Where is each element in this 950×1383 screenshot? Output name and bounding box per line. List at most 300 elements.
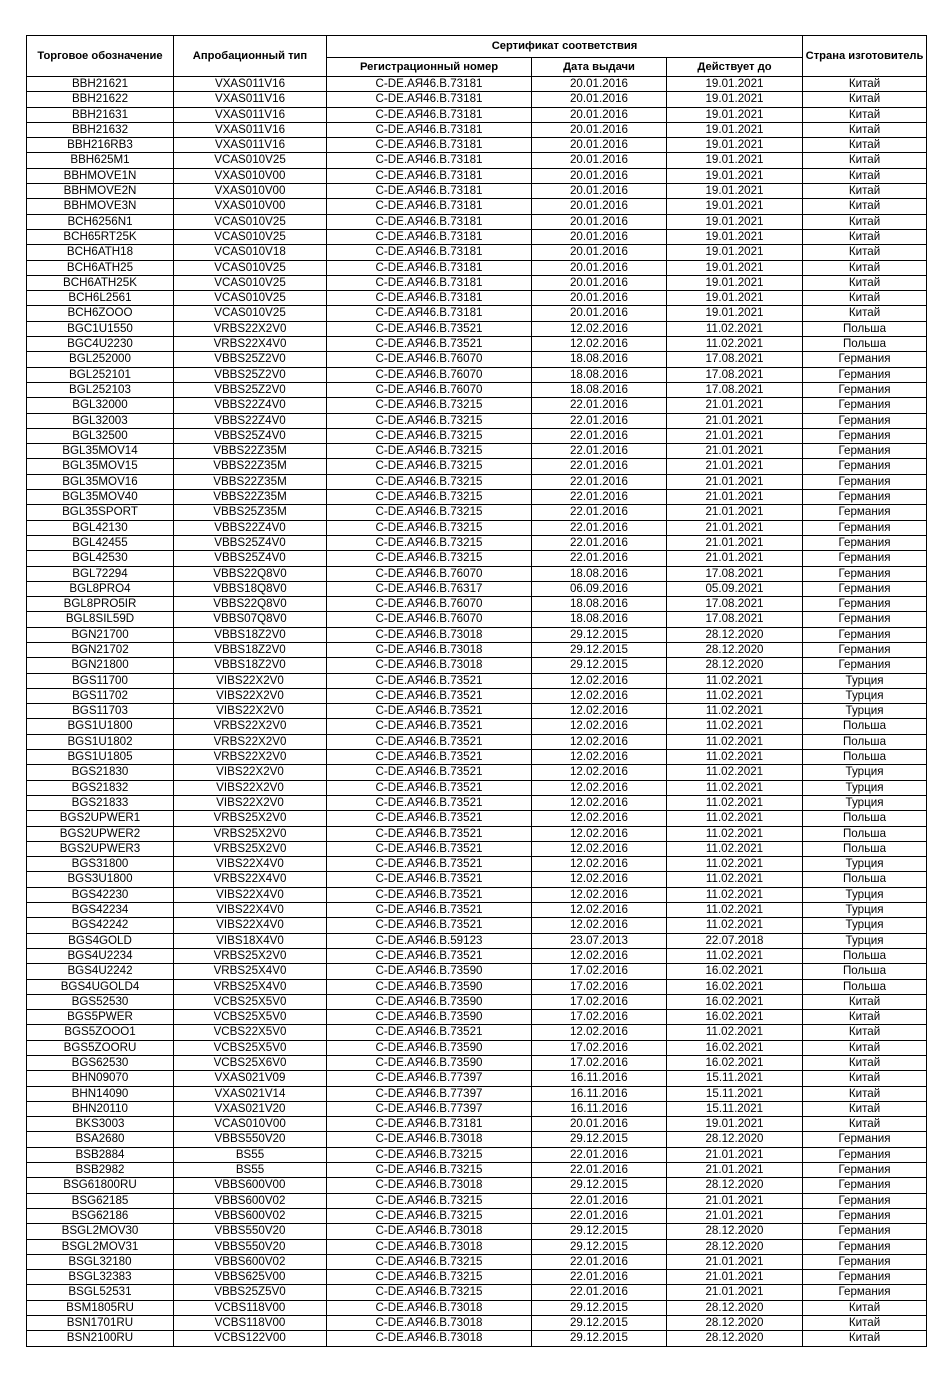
reg-number-cell: C-DE.АЯ46.В.76070 <box>327 612 532 627</box>
trade-name-cell: BBHMOVE2N <box>27 184 174 199</box>
table-row <box>27 382 927 397</box>
issue-date-cell: 12.02.2016 <box>532 337 667 352</box>
valid-until-cell: 28.12.2020 <box>667 1331 803 1346</box>
issue-date-cell: 29.12.2015 <box>532 1178 667 1193</box>
trade-name-cell: BGS42242 <box>27 918 174 933</box>
table-row <box>27 566 927 581</box>
approval-type-cell: VIBS18X4V0 <box>174 933 327 948</box>
country-cell: Турция <box>803 903 927 918</box>
table-row <box>27 352 927 367</box>
trade-name-cell: BGL32003 <box>27 413 174 428</box>
reg-number-cell: C-DE.АЯ46.В.73181 <box>327 138 532 153</box>
issue-date-cell: 20.01.2016 <box>532 214 667 229</box>
table-row <box>27 214 927 229</box>
valid-until-cell: 19.01.2021 <box>667 245 803 260</box>
valid-until-cell: 17.08.2021 <box>667 566 803 581</box>
approval-type-cell: VCAS010V18 <box>174 245 327 260</box>
table-row <box>27 107 927 122</box>
country-cell: Германия <box>803 1163 927 1178</box>
valid-until-cell: 11.02.2021 <box>667 688 803 703</box>
reg-number-cell: C-DE.АЯ46.В.73521 <box>327 841 532 856</box>
valid-until-cell: 21.01.2021 <box>667 1208 803 1223</box>
valid-until-cell: 19.01.2021 <box>667 77 803 92</box>
country-cell: Китай <box>803 994 927 1009</box>
reg-number-cell: C-DE.АЯ46.В.73215 <box>327 551 532 566</box>
issue-date-cell: 22.01.2016 <box>532 1147 667 1162</box>
approval-type-cell: VIBS22X2V0 <box>174 765 327 780</box>
valid-until-cell: 21.01.2021 <box>667 1193 803 1208</box>
issue-date-cell: 20.01.2016 <box>532 184 667 199</box>
country-cell: Турция <box>803 857 927 872</box>
valid-until-cell: 05.09.2021 <box>667 581 803 596</box>
approval-type-cell: VXAS011V16 <box>174 138 327 153</box>
reg-number-cell: C-DE.АЯ46.В.73181 <box>327 214 532 229</box>
trade-name-cell: BGL32500 <box>27 428 174 443</box>
issue-date-cell: 18.08.2016 <box>532 612 667 627</box>
approval-type-cell: VBBS18Z2V0 <box>174 627 327 642</box>
trade-name-cell: BBH625M1 <box>27 153 174 168</box>
valid-until-cell: 19.01.2021 <box>667 92 803 107</box>
issue-date-cell: 20.01.2016 <box>532 138 667 153</box>
country-cell: Китай <box>803 229 927 244</box>
issue-date-cell: 17.02.2016 <box>532 1056 667 1071</box>
reg-number-cell: C-DE.АЯ46.В.73521 <box>327 795 532 810</box>
approval-type-cell: VBBS550V20 <box>174 1132 327 1147</box>
issue-date-cell: 22.01.2016 <box>532 1254 667 1269</box>
valid-until-cell: 21.01.2021 <box>667 535 803 550</box>
approval-type-cell: VCBS118V00 <box>174 1316 327 1331</box>
approval-type-cell: VBBS22Z4V0 <box>174 520 327 535</box>
approval-type-cell: VBBS550V20 <box>174 1224 327 1239</box>
approval-type-cell: VXAS011V16 <box>174 107 327 122</box>
approval-type-cell: BS55 <box>174 1163 327 1178</box>
reg-number-cell: C-DE.АЯ46.В.73521 <box>327 337 532 352</box>
issue-date-cell: 12.02.2016 <box>532 765 667 780</box>
approval-type-cell: VBBS22Q8V0 <box>174 566 327 581</box>
table-body <box>27 77 927 1347</box>
table-row <box>27 597 927 612</box>
issue-date-cell: 20.01.2016 <box>532 306 667 321</box>
trade-name-cell: BGS21833 <box>27 795 174 810</box>
trade-name-cell: BGS42234 <box>27 903 174 918</box>
issue-date-cell: 12.02.2016 <box>532 750 667 765</box>
approval-type-cell: VCAS010V25 <box>174 275 327 290</box>
trade-name-cell: BSG62185 <box>27 1193 174 1208</box>
country-cell: Германия <box>803 581 927 596</box>
issue-date-cell: 22.01.2016 <box>532 535 667 550</box>
country-cell: Турция <box>803 765 927 780</box>
issue-date-cell: 22.01.2016 <box>532 520 667 535</box>
country-cell: Германия <box>803 1270 927 1285</box>
table-row <box>27 229 927 244</box>
trade-name-cell: BGS4U2234 <box>27 948 174 963</box>
country-cell: Германия <box>803 520 927 535</box>
country-cell: Турция <box>803 795 927 810</box>
reg-number-cell: C-DE.АЯ46.В.76070 <box>327 367 532 382</box>
table-row <box>27 1208 927 1223</box>
table-row <box>27 841 927 856</box>
table-row <box>27 490 927 505</box>
reg-number-cell: C-DE.АЯ46.В.73521 <box>327 857 532 872</box>
valid-until-cell: 28.12.2020 <box>667 1224 803 1239</box>
trade-name-cell: BGL72294 <box>27 566 174 581</box>
approval-type-cell: VBBS18Z2V0 <box>174 642 327 657</box>
valid-until-cell: 15.11.2021 <box>667 1086 803 1101</box>
country-cell: Германия <box>803 535 927 550</box>
trade-name-cell: BSM1805RU <box>27 1300 174 1315</box>
country-cell: Китай <box>803 1300 927 1315</box>
approval-type-cell: VCAS010V25 <box>174 153 327 168</box>
approval-type-cell: VIBS22X2V0 <box>174 795 327 810</box>
table-row <box>27 260 927 275</box>
approval-type-cell: VRBS22X4V0 <box>174 337 327 352</box>
reg-number-cell: C-DE.АЯ46.В.73215 <box>327 1147 532 1162</box>
table-row <box>27 1147 927 1162</box>
reg-number-cell: C-DE.АЯ46.В.73181 <box>327 1117 532 1132</box>
trade-name-cell: BGL42130 <box>27 520 174 535</box>
approval-type-cell: VBBS07Q8V0 <box>174 612 327 627</box>
trade-name-cell: BSG61800RU <box>27 1178 174 1193</box>
table-row <box>27 811 927 826</box>
trade-name-cell: BGS5ZOOO1 <box>27 1025 174 1040</box>
trade-name-cell: BGN21800 <box>27 658 174 673</box>
country-cell: Германия <box>803 413 927 428</box>
issue-date-cell: 12.02.2016 <box>532 734 667 749</box>
issue-date-cell: 22.01.2016 <box>532 505 667 520</box>
issue-date-cell: 23.07.2013 <box>532 933 667 948</box>
header-issue-date: Дата выдачи <box>532 58 667 77</box>
reg-number-cell: C-DE.АЯ46.В.73215 <box>327 535 532 550</box>
table-row <box>27 765 927 780</box>
country-cell: Польша <box>803 872 927 887</box>
reg-number-cell: C-DE.АЯ46.В.76070 <box>327 597 532 612</box>
reg-number-cell: C-DE.АЯ46.В.73215 <box>327 444 532 459</box>
table-row <box>27 1178 927 1193</box>
trade-name-cell: BGL35MOV15 <box>27 459 174 474</box>
country-cell: Германия <box>803 1285 927 1300</box>
reg-number-cell: C-DE.АЯ46.В.73521 <box>327 948 532 963</box>
valid-until-cell: 28.12.2020 <box>667 627 803 642</box>
reg-number-cell: C-DE.АЯ46.В.73521 <box>327 872 532 887</box>
issue-date-cell: 20.01.2016 <box>532 122 667 137</box>
reg-number-cell: C-DE.АЯ46.В.76070 <box>327 352 532 367</box>
valid-until-cell: 21.01.2021 <box>667 428 803 443</box>
issue-date-cell: 18.08.2016 <box>532 382 667 397</box>
trade-name-cell: BGS2UPWER2 <box>27 826 174 841</box>
reg-number-cell: C-DE.АЯ46.В.77397 <box>327 1086 532 1101</box>
valid-until-cell: 28.12.2020 <box>667 1300 803 1315</box>
table-row <box>27 1101 927 1116</box>
trade-name-cell: BBHMOVE1N <box>27 168 174 183</box>
valid-until-cell: 28.12.2020 <box>667 1132 803 1147</box>
table-row <box>27 413 927 428</box>
valid-until-cell: 19.01.2021 <box>667 138 803 153</box>
valid-until-cell: 21.01.2021 <box>667 413 803 428</box>
valid-until-cell: 11.02.2021 <box>667 872 803 887</box>
country-cell: Китай <box>803 92 927 107</box>
reg-number-cell: C-DE.АЯ46.В.73521 <box>327 887 532 902</box>
country-cell: Польша <box>803 948 927 963</box>
issue-date-cell: 29.12.2015 <box>532 1224 667 1239</box>
approval-type-cell: VBBS22Z35M <box>174 474 327 489</box>
approval-type-cell: VCBS25X6V0 <box>174 1056 327 1071</box>
country-cell: Китай <box>803 168 927 183</box>
valid-until-cell: 21.01.2021 <box>667 474 803 489</box>
valid-until-cell: 11.02.2021 <box>667 918 803 933</box>
trade-name-cell: BGL252000 <box>27 352 174 367</box>
reg-number-cell: C-DE.АЯ46.В.73521 <box>327 918 532 933</box>
trade-name-cell: BGS2UPWER1 <box>27 811 174 826</box>
trade-name-cell: BGN21702 <box>27 642 174 657</box>
header-country: Страна изготовитель <box>803 36 927 77</box>
reg-number-cell: C-DE.АЯ46.В.73181 <box>327 260 532 275</box>
country-cell: Германия <box>803 1208 927 1223</box>
issue-date-cell: 12.02.2016 <box>532 918 667 933</box>
reg-number-cell: C-DE.АЯ46.В.73521 <box>327 704 532 719</box>
reg-number-cell: C-DE.АЯ46.В.76070 <box>327 382 532 397</box>
valid-until-cell: 17.08.2021 <box>667 597 803 612</box>
trade-name-cell: BGL252101 <box>27 367 174 382</box>
issue-date-cell: 16.11.2016 <box>532 1086 667 1101</box>
approval-type-cell: VRBS22X2V0 <box>174 719 327 734</box>
trade-name-cell: BGS4GOLD <box>27 933 174 948</box>
reg-number-cell: C-DE.АЯ46.В.73181 <box>327 245 532 260</box>
trade-name-cell: BBH216RB3 <box>27 138 174 153</box>
valid-until-cell: 19.01.2021 <box>667 153 803 168</box>
table-row <box>27 1285 927 1300</box>
trade-name-cell: BGL42530 <box>27 551 174 566</box>
reg-number-cell: C-DE.АЯ46.В.73521 <box>327 719 532 734</box>
issue-date-cell: 18.08.2016 <box>532 566 667 581</box>
issue-date-cell: 29.12.2015 <box>532 642 667 657</box>
trade-name-cell: BGS11700 <box>27 673 174 688</box>
country-cell: Китай <box>803 275 927 290</box>
reg-number-cell: C-DE.АЯ46.В.73181 <box>327 199 532 214</box>
reg-number-cell: C-DE.АЯ46.В.73181 <box>327 275 532 290</box>
issue-date-cell: 22.01.2016 <box>532 413 667 428</box>
trade-name-cell: BGS1U1805 <box>27 750 174 765</box>
valid-until-cell: 11.02.2021 <box>667 780 803 795</box>
country-cell: Польша <box>803 750 927 765</box>
valid-until-cell: 28.12.2020 <box>667 1239 803 1254</box>
trade-name-cell: BGS52530 <box>27 994 174 1009</box>
trade-name-cell: BGL35SPORT <box>27 505 174 520</box>
table-row <box>27 1071 927 1086</box>
country-cell: Польша <box>803 964 927 979</box>
trade-name-cell: BGS2UPWER3 <box>27 841 174 856</box>
table-row <box>27 337 927 352</box>
approval-type-cell: VBBS22Z4V0 <box>174 398 327 413</box>
trade-name-cell: BKS3003 <box>27 1117 174 1132</box>
country-cell: Турция <box>803 704 927 719</box>
reg-number-cell: C-DE.АЯ46.В.73018 <box>327 1132 532 1147</box>
valid-until-cell: 17.08.2021 <box>667 382 803 397</box>
issue-date-cell: 29.12.2015 <box>532 1132 667 1147</box>
issue-date-cell: 12.02.2016 <box>532 719 667 734</box>
approval-type-cell: VCBS22X5V0 <box>174 1025 327 1040</box>
country-cell: Германия <box>803 1178 927 1193</box>
table-row <box>27 459 927 474</box>
reg-number-cell: C-DE.АЯ46.В.73018 <box>327 1239 532 1254</box>
reg-number-cell: C-DE.АЯ46.В.73590 <box>327 1010 532 1025</box>
approval-type-cell: VBBS25Z2V0 <box>174 367 327 382</box>
approval-type-cell: VBBS550V20 <box>174 1239 327 1254</box>
country-cell: Китай <box>803 306 927 321</box>
valid-until-cell: 19.01.2021 <box>667 168 803 183</box>
country-cell: Китай <box>803 199 927 214</box>
issue-date-cell: 12.02.2016 <box>532 872 667 887</box>
reg-number-cell: C-DE.АЯ46.В.73181 <box>327 229 532 244</box>
issue-date-cell: 29.12.2015 <box>532 1316 667 1331</box>
reg-number-cell: C-DE.АЯ46.В.73215 <box>327 459 532 474</box>
reg-number-cell: C-DE.АЯ46.В.73521 <box>327 811 532 826</box>
country-cell: Германия <box>803 1147 927 1162</box>
valid-until-cell: 28.12.2020 <box>667 642 803 657</box>
table-row <box>27 1316 927 1331</box>
issue-date-cell: 29.12.2015 <box>532 1300 667 1315</box>
country-cell: Турция <box>803 887 927 902</box>
valid-until-cell: 19.01.2021 <box>667 1117 803 1132</box>
approval-type-cell: VBBS25Z35M <box>174 505 327 520</box>
issue-date-cell: 22.01.2016 <box>532 398 667 413</box>
table-row <box>27 734 927 749</box>
trade-name-cell: BGC1U1550 <box>27 321 174 336</box>
issue-date-cell: 17.02.2016 <box>532 964 667 979</box>
approval-type-cell: VIBS22X4V0 <box>174 918 327 933</box>
country-cell: Польша <box>803 841 927 856</box>
country-cell: Китай <box>803 153 927 168</box>
table-row <box>27 184 927 199</box>
country-cell: Китай <box>803 1117 927 1132</box>
country-cell: Польша <box>803 321 927 336</box>
trade-name-cell: BGN21700 <box>27 627 174 642</box>
table-row <box>27 1132 927 1147</box>
approval-type-cell: VXAS010V00 <box>174 184 327 199</box>
valid-until-cell: 11.02.2021 <box>667 765 803 780</box>
table-row <box>27 857 927 872</box>
country-cell: Китай <box>803 1316 927 1331</box>
country-cell: Китай <box>803 138 927 153</box>
table-row <box>27 826 927 841</box>
header-approval-type: Апробационный тип <box>174 36 327 77</box>
table-row <box>27 474 927 489</box>
table-row <box>27 1040 927 1055</box>
valid-until-cell: 28.12.2020 <box>667 1178 803 1193</box>
header-valid-until: Действует до <box>667 58 803 77</box>
valid-until-cell: 11.02.2021 <box>667 704 803 719</box>
approval-type-cell: VBBS25Z2V0 <box>174 382 327 397</box>
country-cell: Германия <box>803 428 927 443</box>
country-cell: Китай <box>803 260 927 275</box>
table-row <box>27 581 927 596</box>
reg-number-cell: C-DE.АЯ46.В.73521 <box>327 780 532 795</box>
country-cell: Германия <box>803 444 927 459</box>
approval-type-cell: VIBS22X2V0 <box>174 780 327 795</box>
table-row <box>27 306 927 321</box>
trade-name-cell: BBH21631 <box>27 107 174 122</box>
trade-name-cell: BGL8PRO4 <box>27 581 174 596</box>
approval-type-cell: VXAS021V14 <box>174 1086 327 1101</box>
reg-number-cell: C-DE.АЯ46.В.73521 <box>327 1025 532 1040</box>
valid-until-cell: 19.01.2021 <box>667 260 803 275</box>
trade-name-cell: BGL8PRO5IR <box>27 597 174 612</box>
country-cell: Германия <box>803 398 927 413</box>
trade-name-cell: BSN2100RU <box>27 1331 174 1346</box>
table-row <box>27 535 927 550</box>
reg-number-cell: C-DE.АЯ46.В.73018 <box>327 1316 532 1331</box>
table-row <box>27 138 927 153</box>
reg-number-cell: C-DE.АЯ46.В.73215 <box>327 1285 532 1300</box>
valid-until-cell: 16.02.2021 <box>667 1010 803 1025</box>
table-row <box>27 964 927 979</box>
country-cell: Германия <box>803 1254 927 1269</box>
issue-date-cell: 22.01.2016 <box>532 1163 667 1178</box>
country-cell: Германия <box>803 612 927 627</box>
valid-until-cell: 21.01.2021 <box>667 1254 803 1269</box>
table-row <box>27 291 927 306</box>
table-row <box>27 903 927 918</box>
reg-number-cell: C-DE.АЯ46.В.73521 <box>327 750 532 765</box>
trade-name-cell: BSG62186 <box>27 1208 174 1223</box>
table-row <box>27 92 927 107</box>
approval-type-cell: VBBS25Z4V0 <box>174 551 327 566</box>
table-row <box>27 1224 927 1239</box>
trade-name-cell: BSA2680 <box>27 1132 174 1147</box>
approval-type-cell: VXAS011V16 <box>174 92 327 107</box>
approval-type-cell: VCAS010V25 <box>174 260 327 275</box>
reg-number-cell: C-DE.АЯ46.В.77397 <box>327 1101 532 1116</box>
issue-date-cell: 17.02.2016 <box>532 979 667 994</box>
reg-number-cell: C-DE.АЯ46.В.59123 <box>327 933 532 948</box>
trade-name-cell: BCH65RT25K <box>27 229 174 244</box>
approval-type-cell: VIBS22X4V0 <box>174 903 327 918</box>
reg-number-cell: C-DE.АЯ46.В.73181 <box>327 184 532 199</box>
issue-date-cell: 18.08.2016 <box>532 597 667 612</box>
issue-date-cell: 22.01.2016 <box>532 428 667 443</box>
approval-type-cell: VBBS22Z4V0 <box>174 413 327 428</box>
country-cell: Турция <box>803 673 927 688</box>
table-row <box>27 77 927 92</box>
table-row <box>27 444 927 459</box>
issue-date-cell: 12.02.2016 <box>532 826 667 841</box>
approval-type-cell: VIBS22X4V0 <box>174 857 327 872</box>
country-cell: Германия <box>803 505 927 520</box>
issue-date-cell: 17.02.2016 <box>532 1040 667 1055</box>
issue-date-cell: 12.02.2016 <box>532 887 667 902</box>
valid-until-cell: 21.01.2021 <box>667 551 803 566</box>
trade-name-cell: BGS1U1802 <box>27 734 174 749</box>
valid-until-cell: 16.02.2021 <box>667 1056 803 1071</box>
table-row <box>27 275 927 290</box>
country-cell: Польша <box>803 826 927 841</box>
reg-number-cell: C-DE.АЯ46.В.73215 <box>327 1270 532 1285</box>
country-cell: Польша <box>803 719 927 734</box>
reg-number-cell: C-DE.АЯ46.В.73018 <box>327 1300 532 1315</box>
country-cell: Китай <box>803 1010 927 1025</box>
trade-name-cell: BGS4UGOLD4 <box>27 979 174 994</box>
reg-number-cell: C-DE.АЯ46.В.73181 <box>327 153 532 168</box>
trade-name-cell: BGL32000 <box>27 398 174 413</box>
trade-name-cell: BGS3U1800 <box>27 872 174 887</box>
approval-type-cell: VRBS25X2V0 <box>174 841 327 856</box>
reg-number-cell: C-DE.АЯ46.В.73215 <box>327 474 532 489</box>
valid-until-cell: 16.02.2021 <box>667 1040 803 1055</box>
issue-date-cell: 20.01.2016 <box>532 168 667 183</box>
valid-until-cell: 11.02.2021 <box>667 857 803 872</box>
issue-date-cell: 22.01.2016 <box>532 1270 667 1285</box>
approval-type-cell: VBBS25Z4V0 <box>174 535 327 550</box>
country-cell: Турция <box>803 933 927 948</box>
